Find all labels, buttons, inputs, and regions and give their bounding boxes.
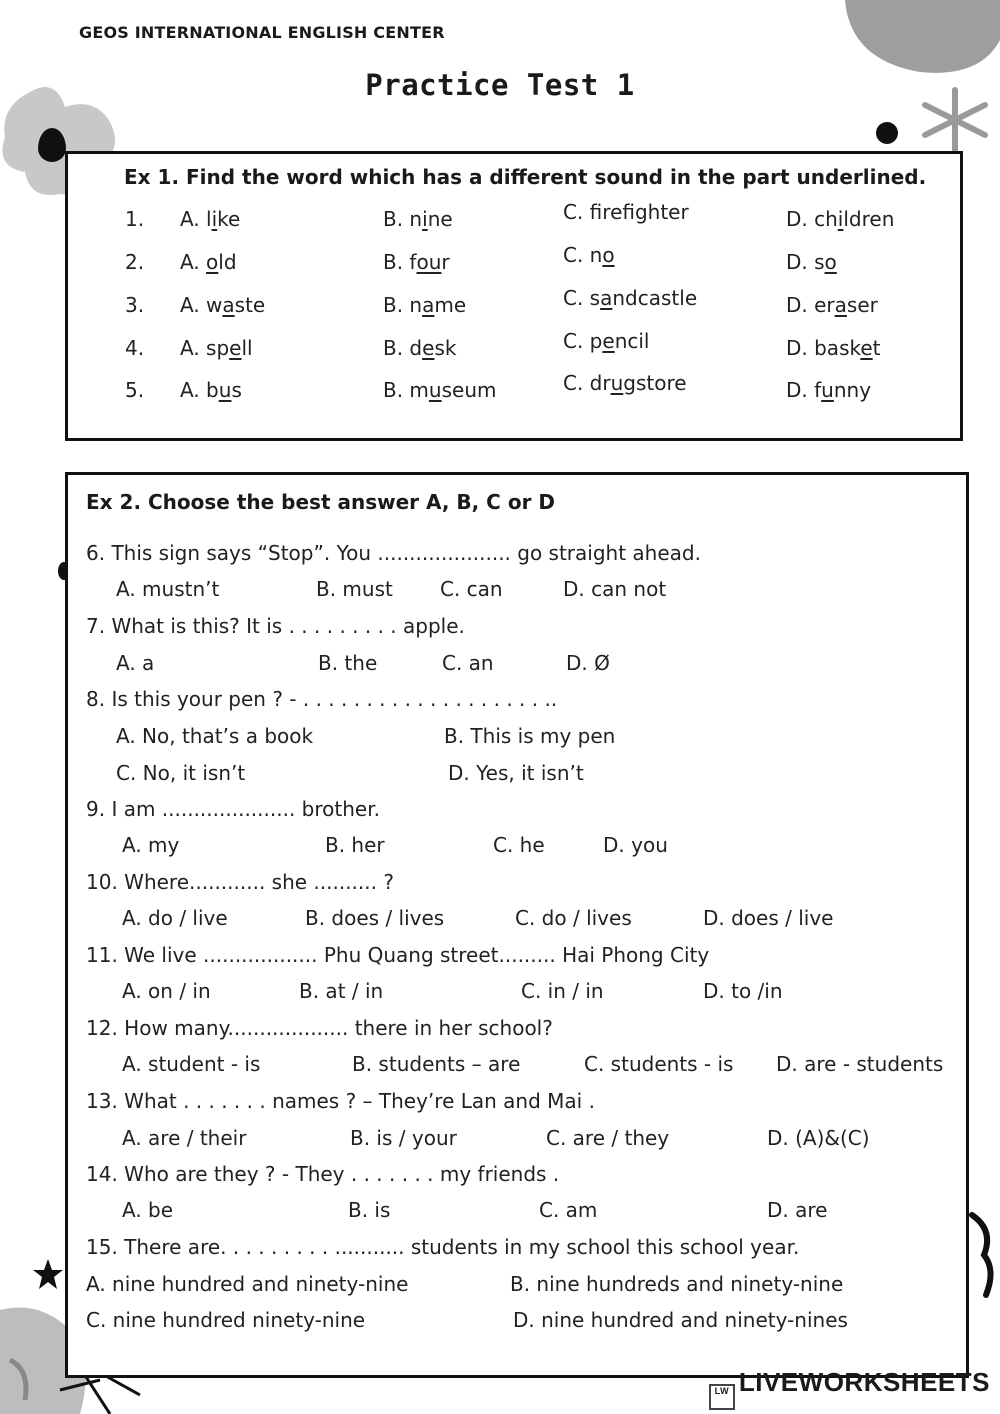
q9-option-b[interactable]: B. her: [325, 833, 385, 857]
q6-option-a[interactable]: A. mustn’t: [116, 577, 220, 601]
q7-option-c[interactable]: C. an: [442, 651, 494, 675]
ex1-option-d[interactable]: [786, 293, 878, 317]
q11-option-d[interactable]: D. to /in: [703, 979, 783, 1003]
q7-option-a[interactable]: A. a: [116, 651, 155, 675]
word-part: ke: [217, 207, 241, 231]
question-9: 9. I am ..................... brother.: [86, 797, 380, 821]
question-8: 8. Is this your pen ? - . . . . . . . . . . . . . . . . . . . ..: [86, 687, 558, 711]
underlined-part: u: [610, 371, 624, 395]
q14-option-d[interactable]: D. are: [767, 1198, 828, 1222]
underlined-part: ou: [416, 250, 442, 274]
q12-option-a[interactable]: A. student - is: [122, 1052, 261, 1076]
word-part: B. n: [383, 293, 423, 317]
underlined-part: a: [600, 286, 613, 310]
underlined-part: a: [834, 293, 847, 317]
q14-option-b[interactable]: B. is: [348, 1198, 391, 1222]
word-part: D. ch: [786, 207, 838, 231]
q11-option-a[interactable]: A. on / in: [122, 979, 211, 1003]
word-part: ld: [218, 250, 237, 274]
underlined-part: u: [218, 378, 232, 402]
word-part: seum: [441, 378, 497, 402]
q12-option-b[interactable]: B. students – are: [352, 1052, 521, 1076]
ex1-option-a[interactable]: [180, 293, 265, 317]
word-part: D. bask: [786, 336, 861, 360]
question-6: 6. This sign says “Stop”. You ..................... go straight ahead.: [86, 541, 701, 565]
underlined-part: o: [602, 243, 615, 267]
q14-option-a[interactable]: A. be: [122, 1198, 174, 1222]
q8-option-a[interactable]: A. No, that’s a book: [116, 724, 314, 748]
word-part: A. l: [180, 207, 212, 231]
word-part: A. b: [180, 378, 219, 402]
ex1-option-b[interactable]: [383, 378, 497, 402]
q10-option-b[interactable]: B. does / lives: [305, 906, 445, 930]
question-13: 13. What . . . . . . . names ? – They’re Lan and Mai .: [86, 1089, 595, 1113]
word-part: B. m: [383, 378, 429, 402]
q12-option-d[interactable]: D. are - students: [776, 1052, 944, 1076]
ex1-option-c[interactable]: [563, 243, 615, 267]
ex1-option-d[interactable]: [786, 336, 881, 360]
q9-option-d[interactable]: D. you: [603, 833, 668, 857]
ex1-option-a[interactable]: [180, 336, 253, 360]
q15-option-d[interactable]: D. nine hundred and ninety-nines: [513, 1308, 848, 1332]
ex1-item-number: 3.: [125, 293, 145, 317]
ex1-option-b[interactable]: [383, 293, 466, 317]
ex1-option-a[interactable]: [180, 378, 242, 402]
underlined-part: a: [222, 293, 235, 317]
word-part: B. f: [383, 250, 417, 274]
liveworksheets-logo-text: LIVEWORKSHEETS: [738, 1367, 990, 1397]
q11-option-b[interactable]: B. at / in: [299, 979, 384, 1003]
q12-option-c[interactable]: C. students - is: [584, 1052, 734, 1076]
school-name: GEOS INTERNATIONAL ENGLISH CENTER: [79, 23, 445, 42]
word-part: refighter: [602, 200, 689, 224]
q15-option-b[interactable]: B. nine hundreds and ninety-nine: [510, 1272, 844, 1296]
q6-option-c[interactable]: C. can: [440, 577, 503, 601]
underlined-part: u: [428, 378, 442, 402]
underlined-part: o: [206, 250, 219, 274]
word-part: A. sp: [180, 336, 230, 360]
q15-option-c[interactable]: C. nine hundred ninety-nine: [86, 1308, 366, 1332]
q10-option-c[interactable]: C. do / lives: [515, 906, 632, 930]
q9-option-c[interactable]: C. he: [493, 833, 545, 857]
decor-leaf-dark: [38, 128, 66, 162]
ex1-option-a[interactable]: [180, 207, 240, 231]
word-part: B. n: [383, 207, 423, 231]
word-part: ser: [846, 293, 878, 317]
q14-option-c[interactable]: C. am: [539, 1198, 598, 1222]
ex1-option-b[interactable]: [383, 336, 456, 360]
word-part: A.: [180, 250, 207, 274]
word-part: C. s: [563, 286, 601, 310]
q8-option-b[interactable]: B. This is my pen: [444, 724, 616, 748]
question-11: 11. We live .................. Phu Quang street......... Hai Phong City: [86, 943, 710, 967]
q11-option-c[interactable]: C. in / in: [521, 979, 604, 1003]
question-14: 14. Who are they ? - They . . . . . . . my friends .: [86, 1162, 560, 1186]
underlined-part: e: [229, 336, 242, 360]
word-part: ste: [234, 293, 266, 317]
word-part: gstore: [623, 371, 687, 395]
exercise-2-title: Ex 2. Choose the best answer A, B, C or D: [86, 490, 555, 514]
word-part: t: [872, 336, 881, 360]
decor-dot: [876, 122, 898, 144]
decor-top-right-blob: [840, 0, 1000, 75]
underlined-part: e: [860, 336, 873, 360]
word-part: D. s: [786, 250, 825, 274]
word-part: s: [231, 378, 242, 402]
ex1-item-number: 4.: [125, 336, 145, 360]
word-part: C. n: [563, 243, 603, 267]
ex1-option-d[interactable]: [786, 250, 837, 274]
liveworksheets-logo-icon: LW: [709, 1384, 735, 1410]
word-part: ne: [427, 207, 453, 231]
ex1-option-d[interactable]: [786, 207, 894, 231]
ex1-option-a[interactable]: [180, 250, 237, 274]
underlined-part: u: [821, 378, 834, 402]
word-part: C. dr: [563, 371, 611, 395]
q8-option-c[interactable]: C. No, it isn’t: [116, 761, 246, 785]
word-part: A. w: [180, 293, 223, 317]
ex1-item-number: 2.: [125, 250, 145, 274]
word-part: sk: [434, 336, 457, 360]
q7-option-b[interactable]: B. the: [318, 651, 378, 675]
q13-option-d[interactable]: D. (A)&(C): [767, 1126, 870, 1150]
word-part: ncil: [614, 329, 650, 353]
q6-option-b[interactable]: B. must: [316, 577, 393, 601]
q10-option-a[interactable]: A. do / live: [122, 906, 228, 930]
ex1-option-c[interactable]: [563, 200, 689, 224]
underlined-part: i: [837, 207, 844, 231]
ex1-option-d[interactable]: [786, 378, 871, 402]
q13-option-a[interactable]: A. are / their: [122, 1126, 247, 1150]
word-part: D. er: [786, 293, 835, 317]
question-10: 10. Where............ she .......... ?: [86, 870, 394, 894]
liveworksheets-logo: [709, 1367, 990, 1410]
underlined-part: i: [211, 207, 218, 231]
word-part: B. d: [383, 336, 423, 360]
question-12: 12. How many................... there in her school?: [86, 1016, 553, 1040]
q15-option-a[interactable]: A. nine hundred and ninety-nine: [86, 1272, 409, 1296]
q9-option-a[interactable]: A. my: [122, 833, 180, 857]
question-15: 15. There are. . . . . . . . . ........... students in my school this school year.: [86, 1235, 800, 1259]
underlined-part: e: [602, 329, 615, 353]
word-part: nny: [833, 378, 872, 402]
word-part: D. f: [786, 378, 822, 402]
word-part: ndcastle: [612, 286, 698, 310]
underlined-part: a: [422, 293, 435, 317]
q13-option-c[interactable]: C. are / they: [546, 1126, 670, 1150]
q7-option-d[interactable]: D. Ø: [566, 651, 610, 675]
word-part: me: [434, 293, 467, 317]
q13-option-b[interactable]: B. is / your: [350, 1126, 457, 1150]
underlined-part: e: [422, 336, 435, 360]
ex1-option-c[interactable]: [563, 371, 687, 395]
exercise-1-title: Ex 1. Find the word which has a different sound in the part underlined.: [124, 165, 927, 189]
word-part: C. f: [563, 200, 603, 224]
ex1-item-number: 5.: [125, 378, 145, 402]
decor-right-leaf: [966, 1210, 1000, 1300]
q8-option-d[interactable]: D. Yes, it isn’t: [448, 761, 584, 785]
ex1-option-b[interactable]: [383, 250, 450, 274]
q6-option-d[interactable]: D. can not: [563, 577, 667, 601]
ex1-option-b[interactable]: [383, 207, 453, 231]
word-part: C. p: [563, 329, 603, 353]
ex1-option-c[interactable]: [563, 286, 697, 310]
question-7: 7. What is this? It is . . . . . . . . . apple.: [86, 614, 465, 638]
word-part: ldren: [843, 207, 895, 231]
page-title: Practice Test 1: [365, 68, 635, 102]
word-part: ll: [241, 336, 253, 360]
ex1-option-c[interactable]: [563, 329, 649, 353]
word-part: r: [441, 250, 450, 274]
q10-option-d[interactable]: D. does / live: [703, 906, 834, 930]
decor-star-icon: [32, 1258, 64, 1290]
ex1-item-number: 1.: [125, 207, 145, 231]
underlined-part: o: [824, 250, 837, 274]
underlined-part: i: [422, 207, 428, 231]
